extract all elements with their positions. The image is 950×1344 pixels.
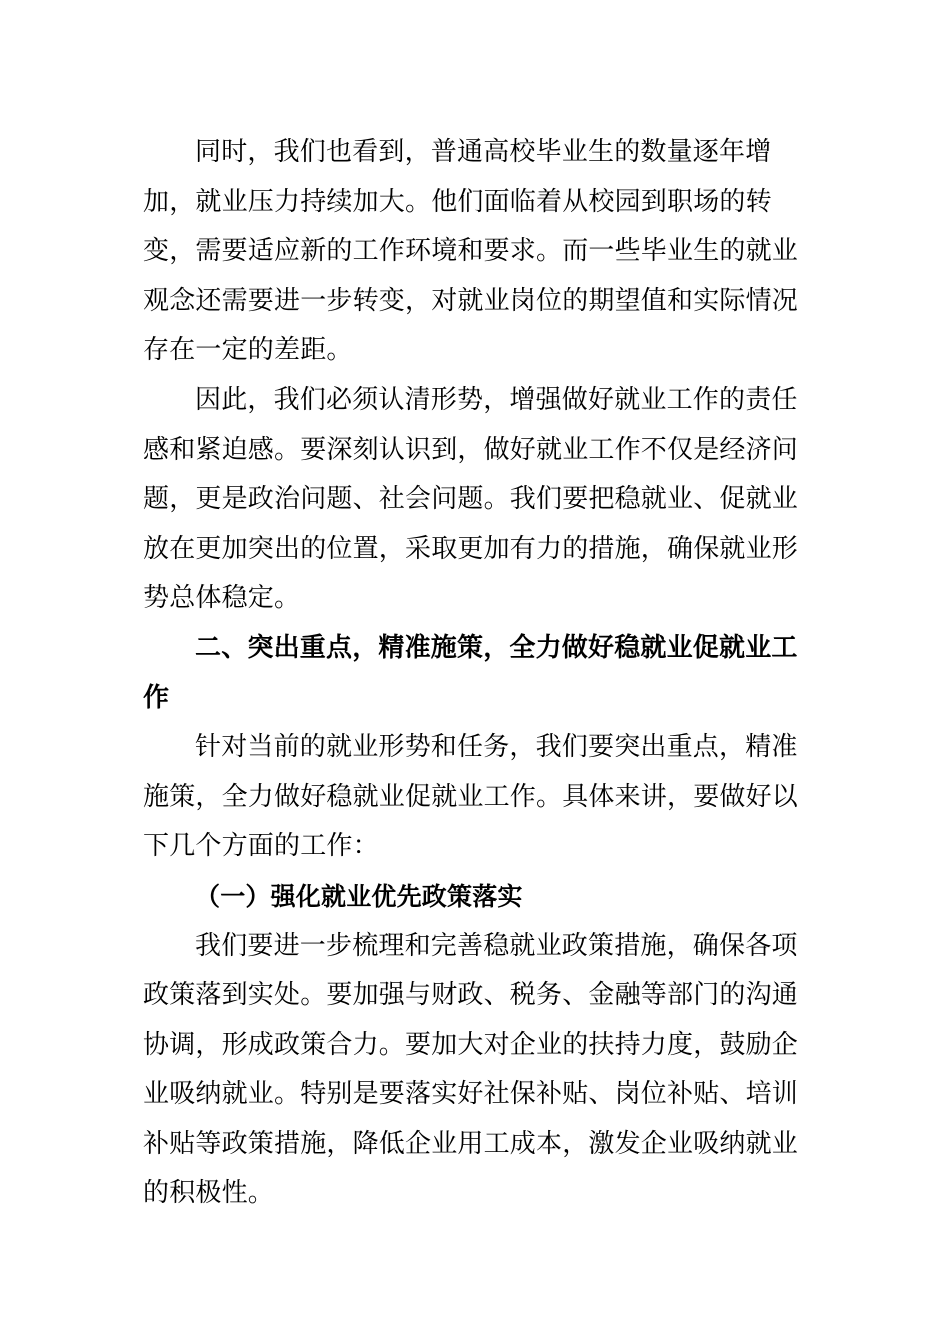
document-body: [143, 128, 809, 1219]
section-heading: 二、突出重点，精准施策，全力做好稳就业促就业工作: [143, 632, 798, 713]
subsection-heading: （一）强化就业优先政策落实: [195, 881, 523, 911]
paragraph-policy-implementation: 我们要进一步梳理和完善稳就业政策措施，确保各项政策落到实处。要加强与财政、税务、金融等部门的沟通协调，形成政策合力。要加大对企业的扶持力度，鼓励企业吸纳就业。特别是要落实好社保补贴、岗位补贴、培训补贴等政策措施，降低企业用工成本，激发企业吸纳就业的积极性。: [143, 930, 799, 1209]
paragraph-work-focus: 针对当前的就业形势和任务，我们要突出重点，精准施策，全力做好稳就业促就业工作。具体来讲，要做好以下几个方面的工作：: [143, 732, 799, 862]
paragraph-employment-responsibility: 因此，我们必须认清形势，增强做好就业工作的责任感和紧迫感。要深刻认识到，做好就业工作不仅是经济问题，更是政治问题、社会问题。我们要把稳就业、促就业放在更加突出的位置，采取更加有力的措施，确保就业形势总体稳定。: [143, 384, 799, 614]
paragraph-graduate-employment: 同时，我们也看到，普通高校毕业生的数量逐年增加，就业压力持续加大。他们面临着从校园到职场的转变，需要适应新的工作环境和要求。而一些毕业生的就业观念还需要进一步转变，对就业岗位的期望值和实际情况存在一定的差距。: [143, 137, 799, 366]
